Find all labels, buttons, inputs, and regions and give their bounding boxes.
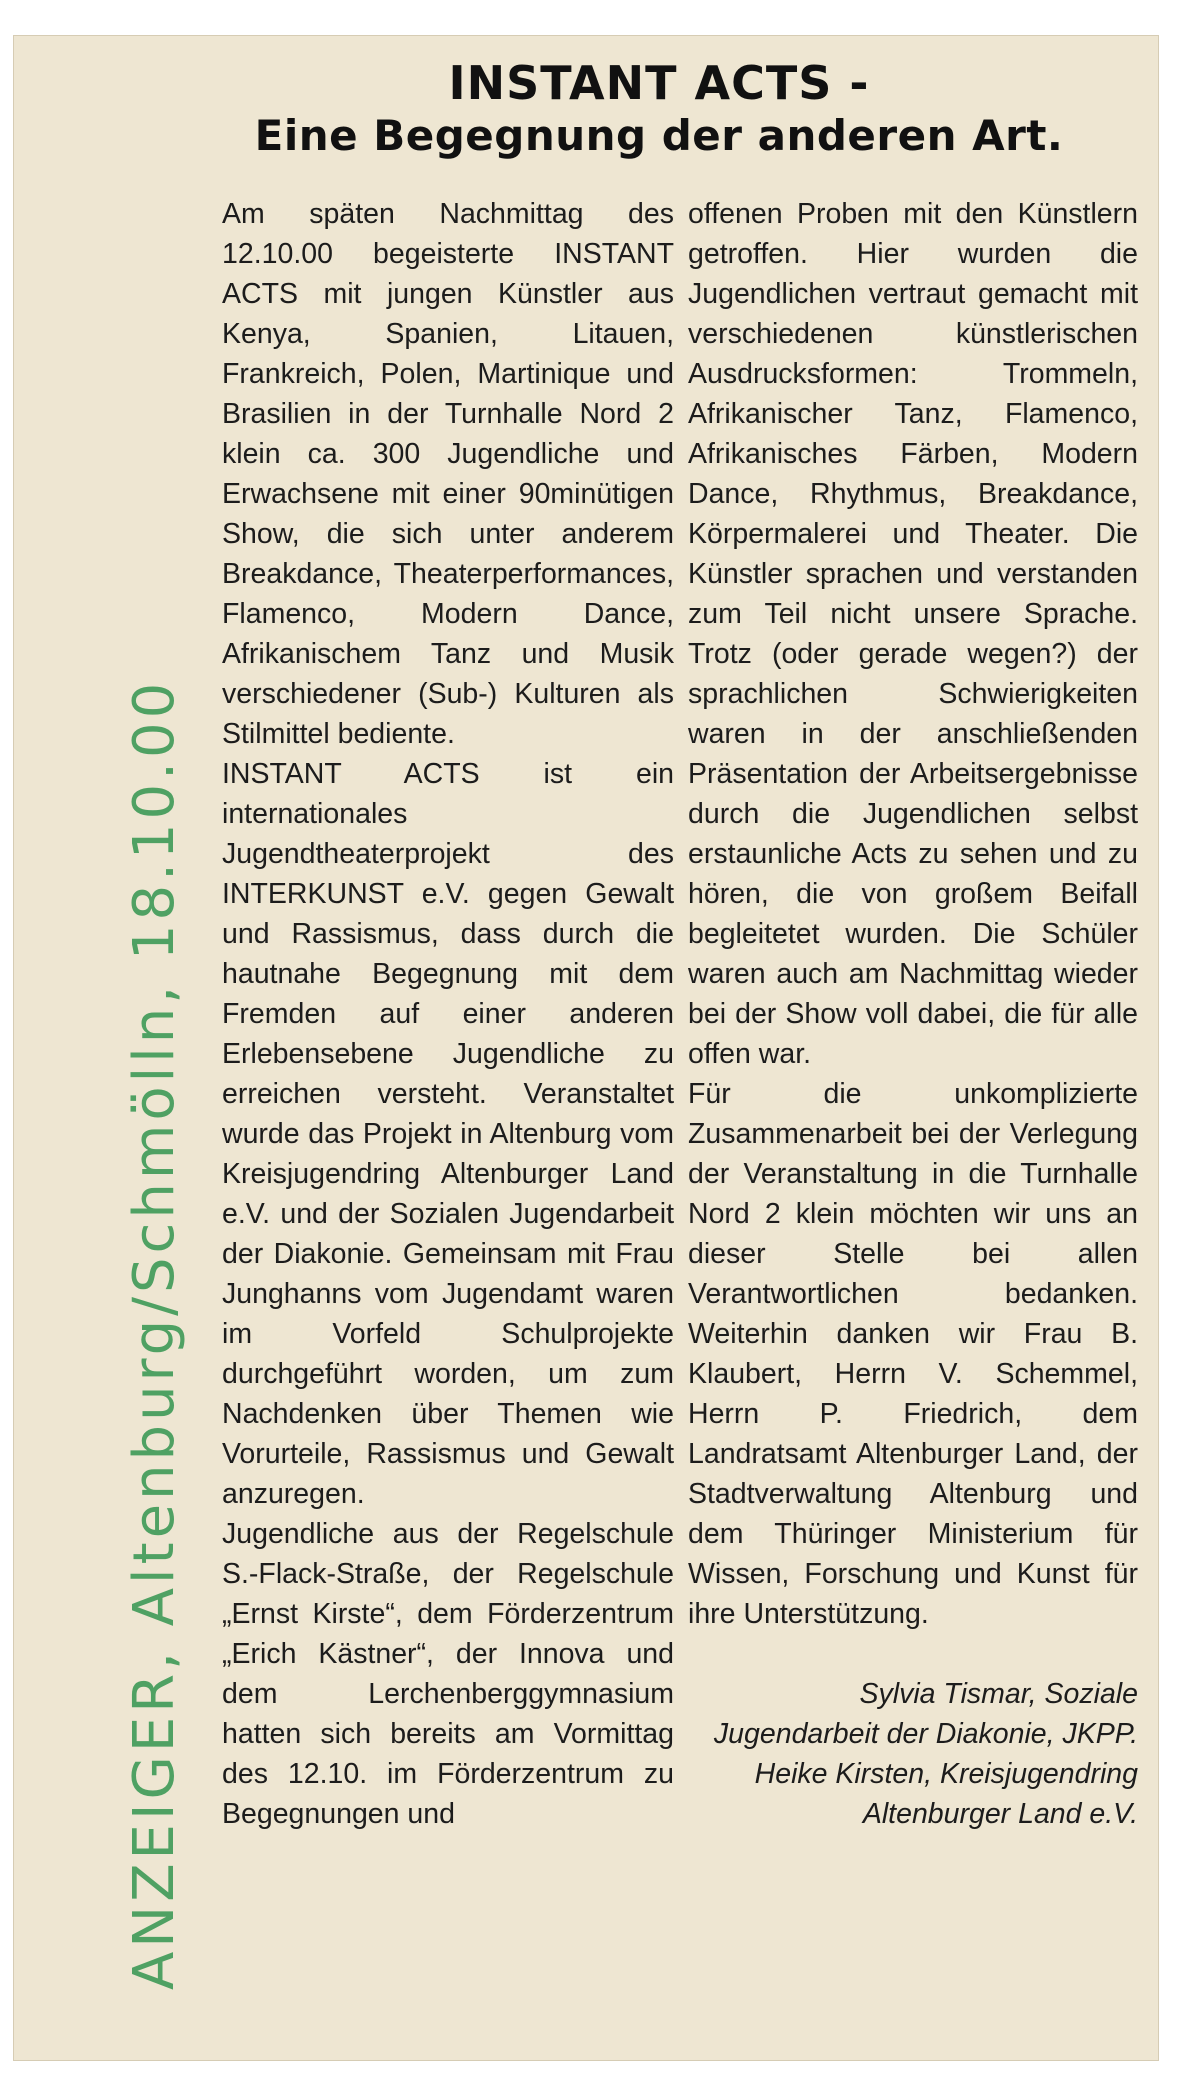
article-headline [184,56,1134,162]
article-column-left [222,194,674,1834]
headline-line-2: Eine Begegnung der anderen Art. [254,111,1064,161]
article-signature [688,1674,1138,1834]
signature-author-2: Heike Kirsten, Kreisjugendring Altenburger Land e.V. [754,1758,1138,1830]
paragraph-left-3: Jugendliche aus der Regelschule S.-Flack-Straße, der Regelschule „Ernst Kirste“, dem Förderzentrum „Erich Kästner“, der Innova und dem Lerchenberggymnasium hatten sich bereits am Vormittag des 12.10. im Förderzentrum zu Begegnungen und [222,1518,674,1830]
handwritten-source-note: ANZEIGER, Altenburg/Schmölln, 18.10.00 [122,678,187,1990]
paragraph-left-2: INSTANT ACTS ist ein internationales Jugendtheaterprojekt des INTERKUNST e.V. gegen Gewalt und Rassismus, dass durch die hautnahe Begegnung mit dem Fremden auf einer anderen Erlebensebene Jugendliche zu erreichen versteht. Veranstaltet wurde das Projekt in Altenburg vom Kreisjugendring Altenburger Land e.V. und der Sozialen Jugendarbeit der Diakonie. Gemeinsam mit Frau Junghanns vom Jugendamt waren im Vorfeld Schulprojekte durchgeführt worden, um zum Nachdenken über Themen wie Vorurteile, Rassismus und Gewalt anzuregen. [222,758,674,1510]
headline-line-1: INSTANT ACTS - [448,56,870,110]
signature-author-1: Sylvia Tismar, Soziale Jugendarbeit der Diakonie, JKPP. [713,1678,1138,1750]
article-column-right [688,194,1138,1834]
paragraph-right-2: Für die unkomplizierte Zusammenarbeit bei der Verlegung der Veranstaltung in die Turnhalle Nord 2 klein möchten wir uns an dieser Stelle bei allen Verantwortlichen bedanken. Weiterhin danken wir Frau B. Klaubert, Herrn V. Schemmel, Herrn P. Friedrich, dem Landratsamt Altenburger Land, der Stadtverwaltung Altenburg und dem Thüringer Ministerium für Wissen, Forschung und Kunst für ihre Unterstützung. [688,1078,1138,1630]
paragraph-right-1: offenen Proben mit den Künstlern getroffen. Hier wurden die Jugendlichen vertraut gemacht mit verschiedenen künstlerischen Ausdrucksformen: Trommeln, Afrikanischer Tanz, Flamenco, Afrikanisches Färben, Modern Dance, Rhythmus, Breakdance, Körpermalerei und Theater. Die Künstler sprachen und verstanden zum Teil nicht unsere Sprache. Trotz (oder gerade wegen?) der sprachlichen Schwierigkeiten waren in der anschließenden Präsentation der Arbeitsergebnisse durch die Jugendlichen selbst erstaunliche Acts zu sehen und zu hören, die von großem Beifall begleitetet wurden. Die Schüler waren auch am Nachmittag wieder bei der Show voll dabei, die für alle offen war. [688,198,1138,1070]
paragraph-left-1: Am späten Nachmittag des 12.10.00 begeisterte INSTANT ACTS mit jungen Künstler aus Kenya, Spanien, Litauen, Frankreich, Polen, Martinique und Brasilien in der Turnhalle Nord 2 klein ca. 300 Jugendliche und Erwachsene mit einer 90minütigen Show, die sich unter anderem Breakdance, Theaterperformances, Flamenco, Modern Dance, Afrikanischem Tanz und Musik verschiedener (Sub-) Kulturen als Stilmittel bediente. [222,198,674,750]
